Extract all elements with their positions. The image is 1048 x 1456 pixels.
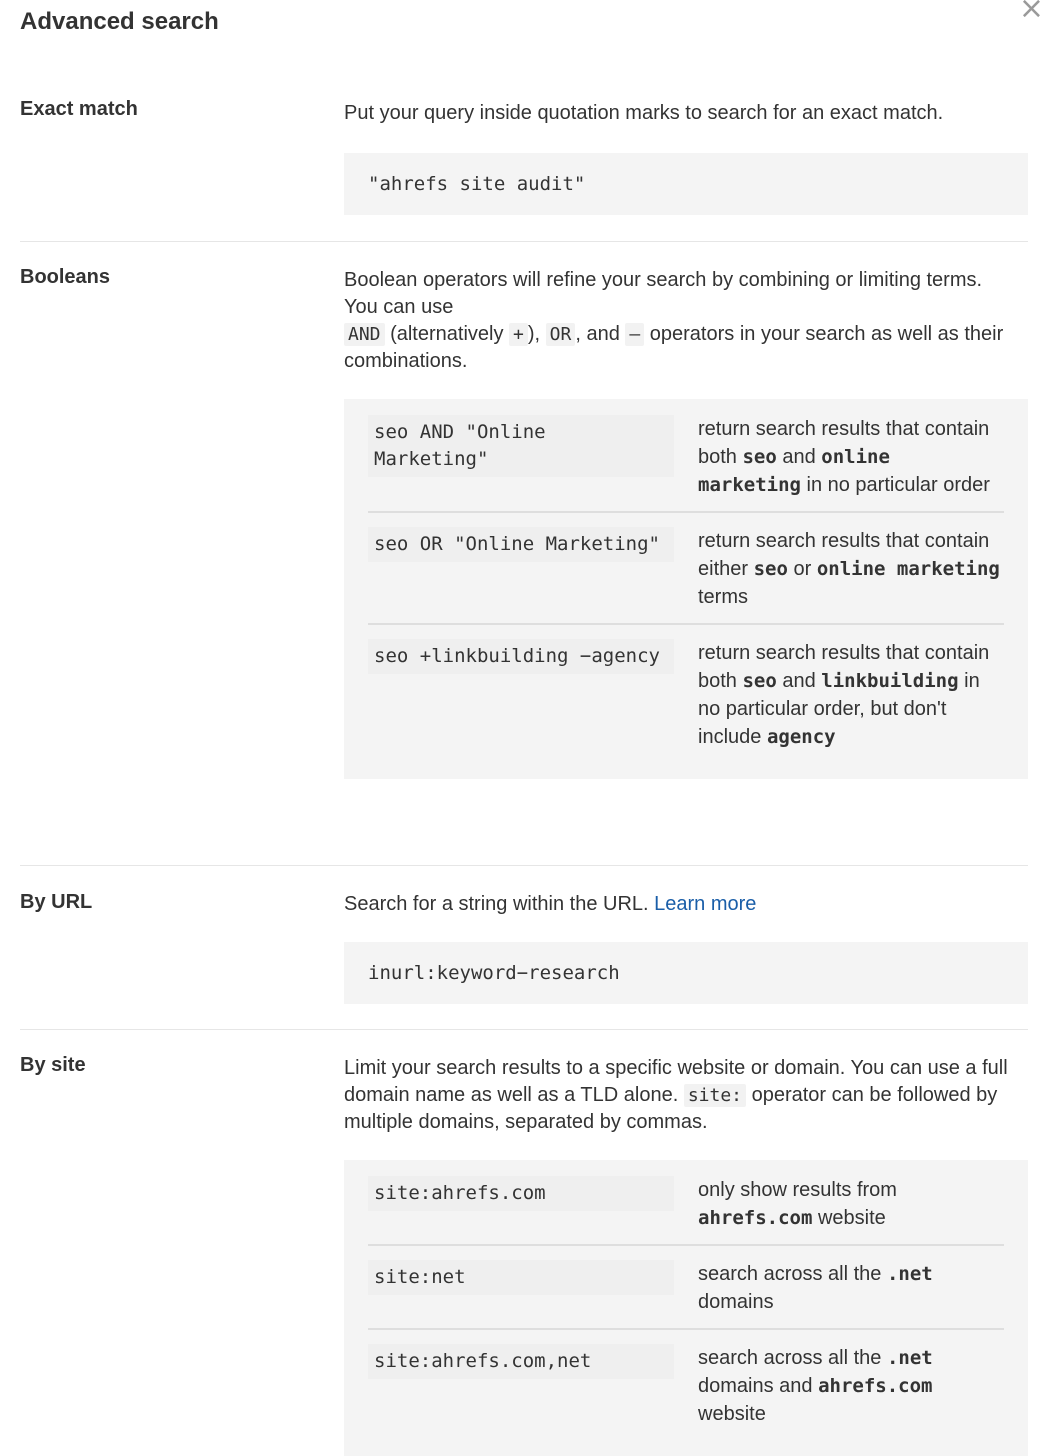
- operator-chip: AND: [344, 323, 385, 346]
- operator-chip: –: [625, 323, 644, 346]
- close-icon[interactable]: ×: [1018, 0, 1044, 26]
- section-body: [344, 100, 1028, 215]
- section-description: Boolean operators will refine your search by combining or limiting terms. You can use AND (alternatively + ), OR , and – operators in your search as well as their combinations.: [344, 269, 1004, 372]
- examples-table: [344, 399, 1028, 779]
- example-description: only show results from ahrefs.com website: [698, 1179, 897, 1229]
- example-description: return search results that contain both seo and online marketing in no particular order: [698, 418, 990, 496]
- section-description: Search for a string within the URL. Learn more: [344, 893, 757, 915]
- learn-more-link[interactable]: Learn more: [654, 893, 757, 915]
- dialog-title: Advanced search: [20, 8, 219, 35]
- example-description: return search results that contain either seo or online marketing terms: [698, 530, 1000, 608]
- example-code: "ahrefs site audit": [344, 153, 1028, 215]
- example-description: return search results that contain both seo and linkbuilding in no particular order, but don't include agency: [698, 642, 990, 748]
- example-code: seo +linkbuilding −agency: [368, 639, 674, 674]
- section-label: By URL: [20, 891, 93, 913]
- section-description: Limit your search results to a specific website or domain. You can use a full domain name as well as a TLD alone. site: operator can be followed by multiple domains, separated by commas.: [344, 1057, 1008, 1133]
- section-body: [344, 1055, 1028, 1456]
- example-description: search across all the .net domains: [698, 1263, 933, 1313]
- section-label: Exact match: [20, 98, 138, 120]
- section-label: Booleans: [20, 266, 111, 288]
- example-code: site:ahrefs.com: [368, 1176, 674, 1211]
- operator-chip: OR: [546, 323, 576, 346]
- section-body: [344, 891, 1028, 1004]
- divider: [20, 1029, 1028, 1030]
- operator-chip: +: [509, 323, 528, 346]
- table-row: [368, 639, 1004, 763]
- table-row: [368, 527, 1004, 625]
- divider: [20, 241, 1028, 242]
- example-code: seo OR "Online Marketing": [368, 527, 674, 562]
- examples-table: [344, 1160, 1028, 1456]
- divider: [20, 865, 1028, 866]
- example-code: inurl:keyword−research: [344, 942, 1028, 1004]
- example-description: search across all the .net domains and ahrefs.com website: [698, 1347, 933, 1425]
- section-description: Put your query inside quotation marks to search for an exact match.: [344, 102, 944, 124]
- example-code: seo AND "Online Marketing": [368, 415, 674, 477]
- section-body: [344, 267, 1028, 779]
- operator-chip: site:: [684, 1084, 746, 1107]
- section-label: By site: [20, 1054, 86, 1076]
- example-code: site:ahrefs.com,net: [368, 1344, 674, 1379]
- table-row: [368, 1260, 1004, 1330]
- example-code: site:net: [368, 1260, 674, 1295]
- table-row: [368, 415, 1004, 513]
- table-row: [368, 1176, 1004, 1246]
